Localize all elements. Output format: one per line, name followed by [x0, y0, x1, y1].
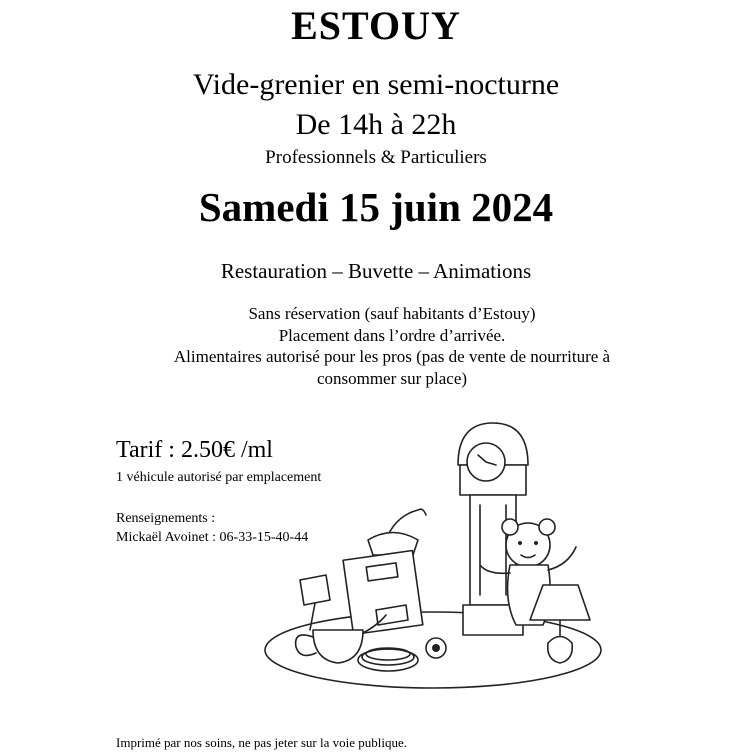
poster-title: ESTOUY — [291, 3, 461, 48]
info-line-placement: Placement dans l’ordre d’arrivée. — [278, 325, 506, 345]
tarif-text: Tarif : 2.50€ /ml — [116, 437, 273, 463]
footer-notice: Imprimé par nos soins, ne pas jeter sur la voie publique. — [116, 735, 407, 750]
flea-market-illustration — [258, 415, 608, 690]
plates-icon — [358, 648, 418, 671]
renseignements-contact: Mickaël Avoinet : 06-33-15-40-44 — [116, 530, 309, 545]
info-line-reservation: Sans réservation (sauf habitants d’Estouy) — [248, 304, 536, 323]
event-hours: De 14h à 22h — [295, 108, 457, 141]
info-block — [112, 303, 672, 389]
event-date: Samedi 15 juin 2024 — [198, 184, 554, 230]
event-audience: Professionnels & Particuliers — [265, 147, 487, 168]
vehicule-note: 1 véhicule autorisé par emplacement — [116, 470, 322, 485]
info-line-alimentaires: Alimentaires autorisé pour les pros (pas de vente de nourriture à — [173, 347, 611, 366]
event-services: Restauration – Buvette – Animations — [220, 259, 532, 283]
info-line-consommer: consommer sur place) — [316, 368, 468, 388]
toy-wheel-icon — [426, 638, 446, 658]
renseignements-label: Renseignements : — [116, 511, 216, 526]
event-subtitle: Vide-grenier en semi-nocturne — [192, 68, 560, 101]
price-tag-icon — [300, 575, 330, 630]
